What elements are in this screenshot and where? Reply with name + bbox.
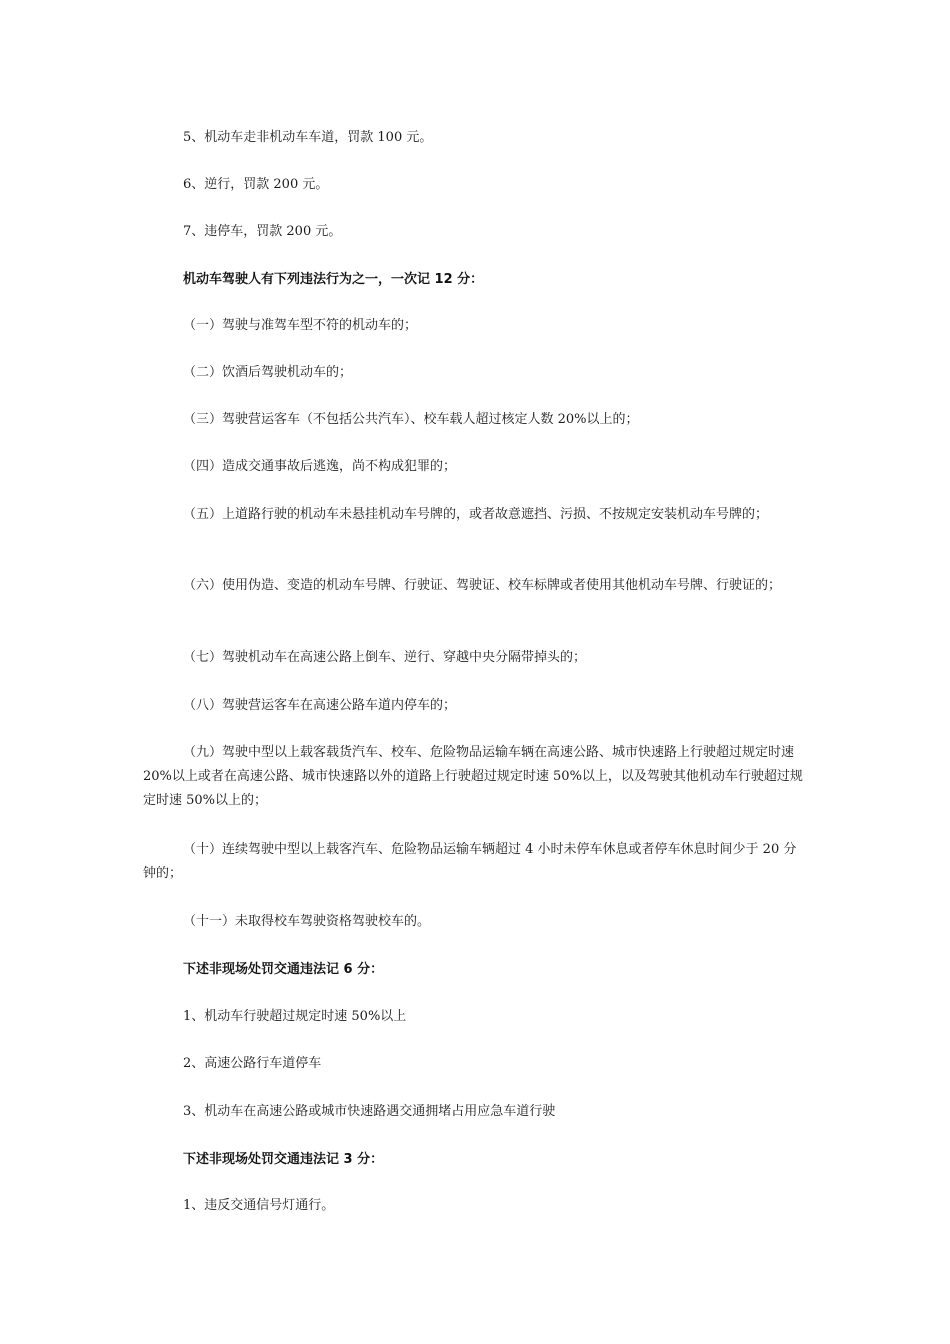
paragraph-fine-wrong-way: 6、逆行，罚款 200 元。	[183, 177, 329, 192]
list-item-6pt-2: 2、高速公路行车道停车	[183, 1056, 322, 1071]
paragraph-fine-illegal-parking: 7、违停车，罚款 200 元。	[183, 224, 342, 239]
list-item-12pt-4: （四）造成交通事故后逃逸，尚不构成犯罪的；	[183, 459, 457, 474]
list-item-6pt-3: 3、机动车在高速公路或城市快速路遇交通拥堵占用应急车道行驶	[183, 1104, 556, 1119]
list-item-12pt-2: （二）饮酒后驾驶机动车的；	[183, 365, 353, 380]
list-item-12pt-1: （一）驾驶与准驾车型不符的机动车的；	[183, 318, 418, 333]
list-item-12pt-3: （三）驾驶营运客车（不包括公共汽车）、校车载人超过核定人数 20%以上的；	[183, 412, 639, 427]
list-item-12pt-9: （九）驾驶中型以上载客载货汽车、校车、危险物品运输车辆在高速公路、城市快速路上行驶超过规定时速 20%以上或者在高速公路、城市快速路以外的道路上行驶超过规定时速 50%以上，以及驾驶其他机动车行驶超过规定时速 50%以上的；	[143, 745, 803, 808]
list-item-12pt-7: （七）驾驶机动车在高速公路上倒车、逆行、穿越中央分隔带掉头的；	[183, 650, 587, 665]
list-item-12pt-10: （十）连续驾驶中型以上载客汽车、危险物品运输车辆超过 4 小时未停车休息或者停车休息时间少于 20 分钟的；	[143, 842, 797, 881]
heading-3-points: 下述非现场处罚交通违法记 3 分：	[183, 1152, 384, 1167]
list-item-12pt-6: （六）使用伪造、变造的机动车号牌、行驶证、驾驶证、校车标牌或者使用其他机动车号牌、行驶证的；	[183, 578, 782, 593]
heading-6-points: 下述非现场处罚交通违法记 6 分：	[183, 962, 384, 977]
heading-12-points: 机动车驾驶人有下列违法行为之一，一次记 12 分：	[183, 272, 484, 287]
list-item-12pt-8: （八）驾驶营运客车在高速公路车道内停车的；	[183, 698, 457, 713]
list-item-3pt-1: 1、违反交通信号灯通行。	[183, 1198, 335, 1213]
list-item-12pt-11: （十一）未取得校车驾驶资格驾驶校车的。	[183, 914, 431, 929]
list-item-6pt-1: 1、机动车行驶超过规定时速 50%以上	[183, 1009, 407, 1024]
list-item-12pt-5: （五）上道路行驶的机动车未悬挂机动车号牌的，或者故意遮挡、污损、不按规定安装机动车号牌的；	[183, 507, 769, 522]
paragraph-fine-non-motor-lane: 5、机动车走非机动车车道，罚款 100 元。	[183, 130, 433, 145]
